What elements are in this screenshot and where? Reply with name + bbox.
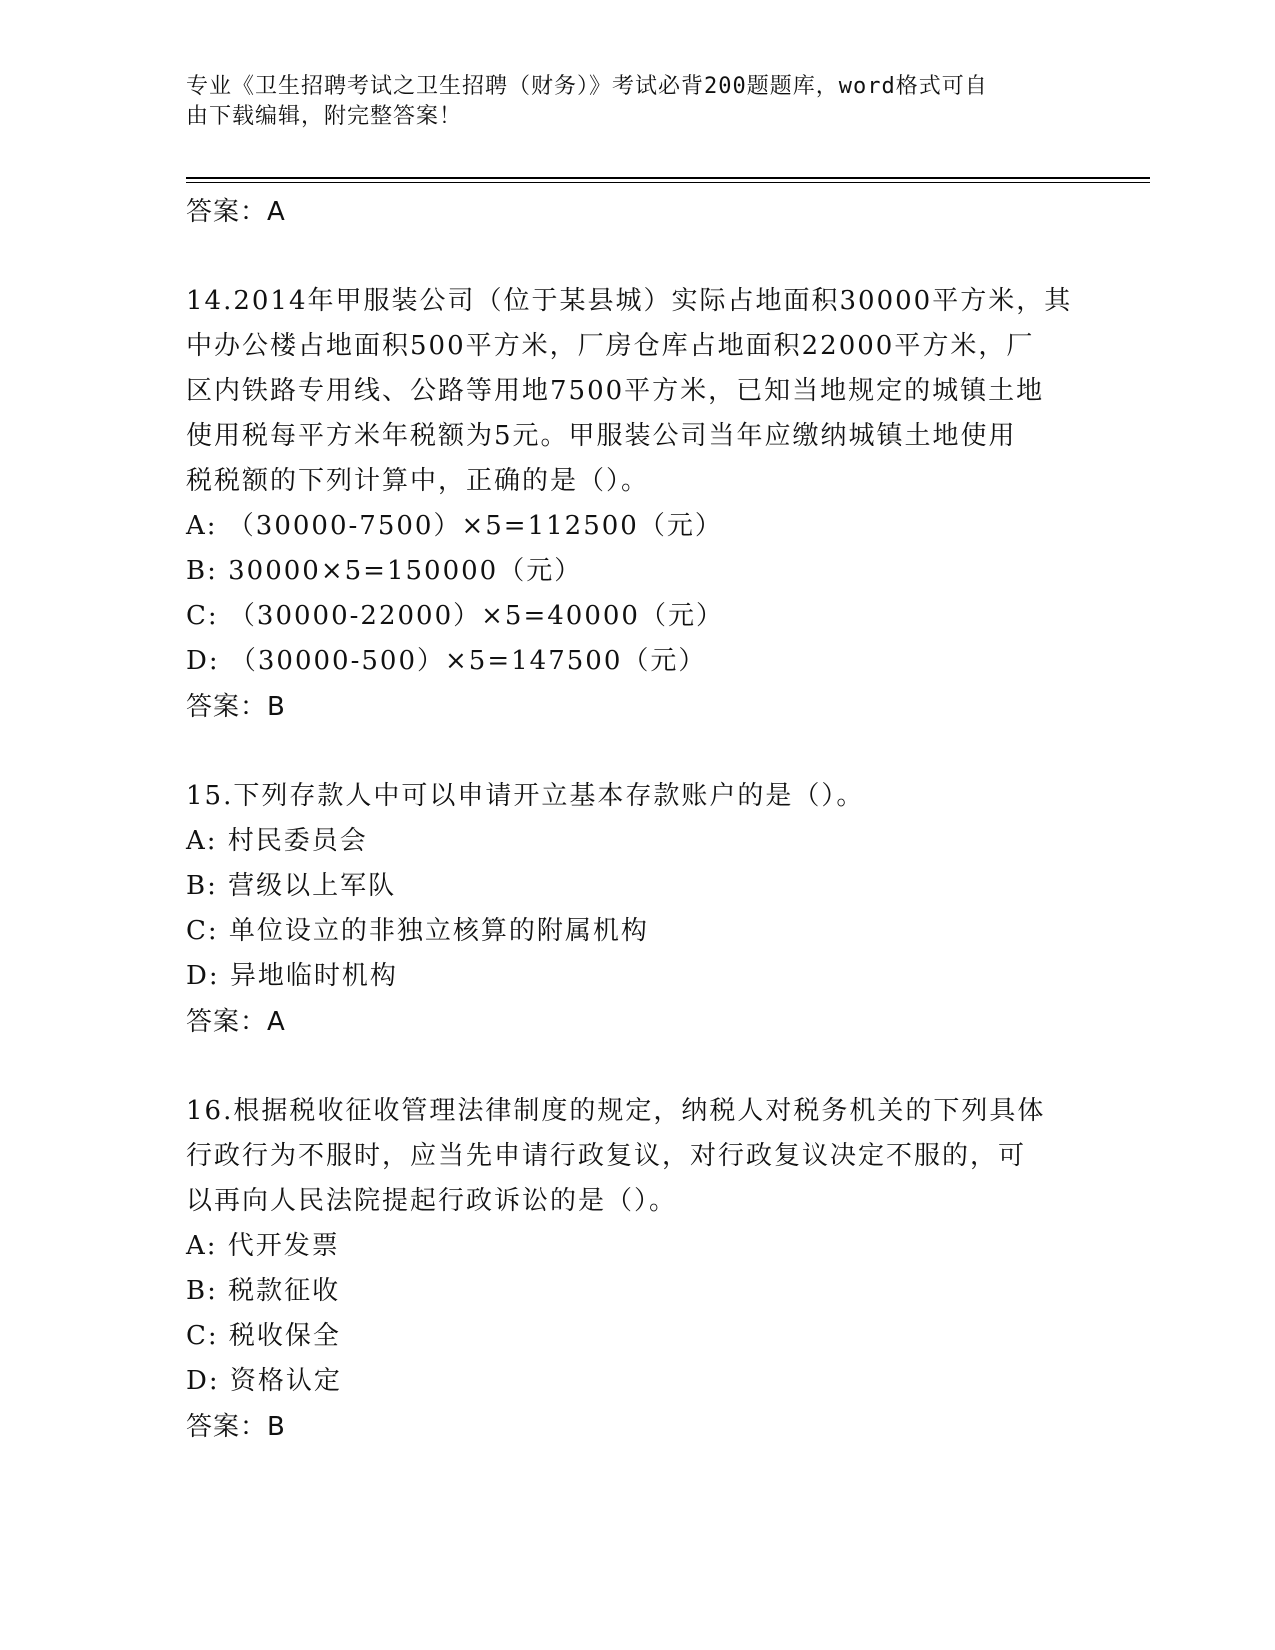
answer-line: 答案：B: [186, 692, 286, 722]
document-content: [186, 189, 1086, 1450]
answer-line: 答案：A: [186, 197, 286, 227]
header-title-line-1: 专业《卫生招聘考试之卫生招聘（财务）》考试必背200题题库，word格式可自: [186, 74, 988, 99]
question-stem: [186, 279, 1086, 504]
document-header: [186, 72, 1066, 132]
header-divider-thin: [186, 182, 1150, 183]
question-16: [186, 1089, 1086, 1450]
option-a: A: 村民委员会: [186, 826, 368, 856]
header-divider-thick: [186, 177, 1150, 179]
option-c: C: 税收保全: [186, 1321, 341, 1351]
option-b: B: 税款征收: [186, 1276, 341, 1306]
question-stem-line: 区内铁路专用线、公路等用地7500平方米，已知当地规定的城镇土地: [186, 376, 1045, 406]
option-b: B: 营级以上军队: [186, 871, 397, 901]
option-b: B: 30000×5=150000（元）: [186, 556, 583, 586]
question-stem-line: 税税额的下列计算中，正确的是（）。: [186, 466, 650, 496]
answer-line: 答案：B: [186, 1412, 286, 1442]
option-a: A: （30000-7500）×5=112500（元）: [186, 511, 723, 541]
answer-line: 答案：A: [186, 1007, 286, 1037]
question-stem-line: 中办公楼占地面积500平方米，厂房仓库占地面积22000平方米，厂: [186, 331, 1035, 361]
option-d: D: 异地临时机构: [186, 961, 398, 991]
question-stem-line: 以再向人民法院提起行政诉讼的是（）。: [186, 1186, 678, 1216]
question-stem: [186, 774, 1086, 819]
question-15: [186, 774, 1086, 1045]
question-stem-line: 16.根据税收征收管理法律制度的规定，纳税人对税务机关的下列具体: [186, 1096, 1046, 1126]
question-14: [186, 279, 1086, 730]
option-d: D: （30000-500）×5=147500（元）: [186, 646, 707, 676]
question-stem-line: 15.下列存款人中可以申请开立基本存款账户的是（）。: [186, 781, 865, 811]
question-stem-line: 14.2014年甲服装公司（位于某县城）实际占地面积30000平方米，其: [186, 286, 1073, 316]
option-d: D: 资格认定: [186, 1366, 342, 1396]
question-stem-line: 行政行为不服时，应当先申请行政复议，对行政复议决定不服的，可: [186, 1141, 1027, 1171]
question-stem: [186, 1089, 1086, 1224]
option-c: C: （30000-22000）×5=40000（元）: [186, 601, 724, 631]
option-a: A: 代开发票: [186, 1231, 340, 1261]
question-stem-line: 使用税每平方米年税额为5元。甲服装公司当年应缴纳城镇土地使用: [186, 421, 1017, 451]
option-c: C: 单位设立的非独立核算的附属机构: [186, 916, 649, 946]
header-title-line-2: 由下载编辑，附完整答案！: [186, 104, 463, 129]
